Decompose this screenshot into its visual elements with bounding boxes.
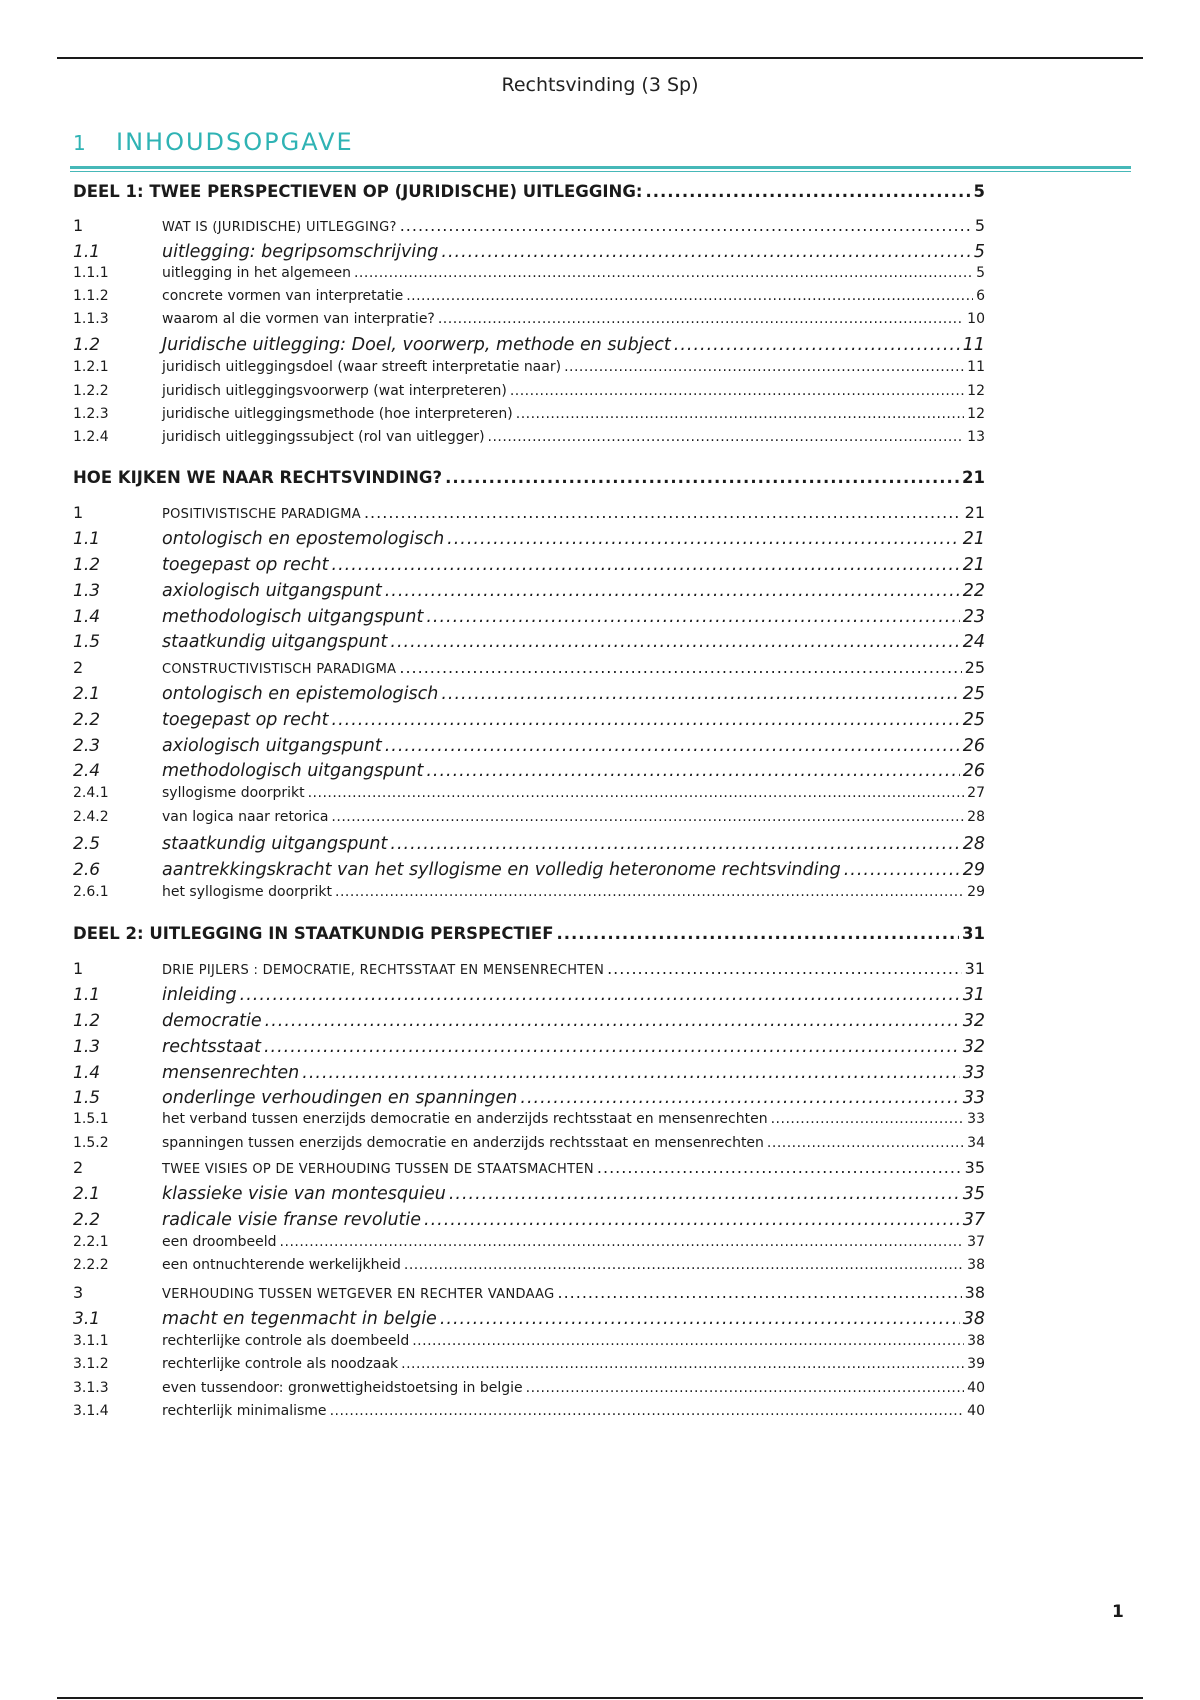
toc-entry-title: inleiding: [162, 985, 237, 1005]
toc-entry-number: 2.3: [73, 736, 101, 756]
toc-entry-number: 1.3: [73, 1037, 101, 1057]
toc-entry[interactable]: [73, 1111, 985, 1127]
toc-entry[interactable]: [73, 710, 985, 730]
toc-entry-title: concrete vormen van interpretatie: [162, 288, 404, 304]
toc-entry-title: waarom al die vormen van interpratie?: [162, 311, 435, 327]
toc-entry-number: 2.2: [73, 1210, 101, 1230]
toc-entry[interactable]: [73, 383, 985, 399]
toc-entry-title: syllogisme doorprikt: [162, 785, 305, 801]
toc-leader-dots: [607, 959, 962, 978]
toc-entry-title: rechterlijk minimalisme: [162, 1403, 327, 1419]
toc-entry-page: 28: [962, 834, 985, 854]
toc-entry[interactable]: [73, 1356, 985, 1372]
toc-leader-dots: [280, 1234, 965, 1250]
toc-entry[interactable]: [73, 216, 985, 235]
toc-leader-dots: [438, 311, 964, 327]
toc-entry-title: radicale visie franse revolutie: [162, 1210, 422, 1230]
toc-leader-dots: [767, 1135, 964, 1151]
toc-entry-number: 2: [73, 658, 84, 677]
toc-entry-number: 1.1: [73, 985, 101, 1005]
toc-leader-dots: [385, 581, 960, 601]
toc-entry-title: onderlinge verhoudingen en spanningen: [162, 1088, 518, 1108]
toc-entry[interactable]: [73, 429, 985, 445]
toc-entry-number: 3.1.3: [73, 1380, 109, 1396]
toc-leader-dots: [390, 834, 959, 854]
toc-entry-page: 5: [976, 265, 985, 281]
toc-entry-page: 32: [962, 1011, 985, 1031]
toc-entry-title: rechterlijke controle als noodzaak: [162, 1356, 399, 1372]
toc-entry[interactable]: [73, 1380, 985, 1396]
toc-entry-title: methodologisch uitgangspunt: [162, 761, 424, 781]
toc-entry-number: 2.1: [73, 1184, 101, 1204]
toc-entry-title: juridisch uitleggingsdoel (waar streeft interpretatie naar): [162, 359, 562, 375]
running-header: Rechtsvinding (3 Sp): [501, 74, 699, 96]
toc-entry-title: DEEL 1: TWEE PERSPECTIEVEN OP (JURIDISCHE) UITLEGGING:: [73, 182, 643, 201]
page-number: 1: [1112, 1602, 1124, 1622]
toc-heading-number: 1: [73, 131, 86, 155]
toc-leader-dots: [330, 1403, 965, 1419]
toc-entry-title: het syllogisme doorprikt: [162, 884, 333, 900]
toc-entry[interactable]: [73, 761, 985, 781]
toc-entry-title: uitlegging in het algemeen: [162, 265, 351, 281]
toc-entry[interactable]: [73, 924, 985, 943]
toc-entry-number: 3.1.2: [73, 1356, 109, 1372]
toc-entry-number: 2.2.2: [73, 1257, 109, 1273]
toc-leader-dots: [488, 429, 965, 445]
toc-entry-page: 25: [962, 684, 985, 704]
toc-leader-dots: [844, 860, 960, 880]
toc-entry-page: 11: [962, 335, 985, 355]
toc-leader-dots: [401, 1356, 964, 1372]
toc-entry-number: 1.1.3: [73, 311, 109, 327]
toc-leader-dots: [449, 1184, 960, 1204]
toc-entry[interactable]: [73, 1234, 985, 1250]
toc-heading-text: INHOUDSOPGAVE: [116, 128, 354, 156]
toc-leader-dots: [399, 658, 961, 677]
toc-entry-title: ontologisch en epostemologisch: [162, 529, 445, 549]
toc-entry-number: 2.6: [73, 860, 101, 880]
toc-entry-page: 31: [962, 985, 985, 1005]
toc-entry[interactable]: [73, 785, 985, 801]
toc-leader-dots: [556, 924, 959, 943]
toc-entry[interactable]: [73, 555, 985, 575]
toc-entry-number: 2.2: [73, 710, 101, 730]
toc-entry-number: 1.5: [73, 1088, 101, 1108]
toc-entry-number: 1.1: [73, 242, 101, 262]
toc-entry-page: 38: [962, 1309, 985, 1329]
toc-entry-title: CONSTRUCTIVISTISCH PARADIGMA: [162, 662, 397, 677]
toc-entry[interactable]: [73, 607, 985, 627]
toc-entry-number: 2.4.2: [73, 809, 109, 825]
toc-entry[interactable]: [73, 1135, 985, 1151]
toc-entry-number: 1.5: [73, 632, 101, 652]
toc-entry-title: HOE KIJKEN WE NAAR RECHTSVINDING?: [73, 468, 443, 487]
toc-entry-number: 2.6.1: [73, 884, 109, 900]
toc-leader-dots: [445, 468, 959, 487]
toc-entry[interactable]: [73, 1309, 985, 1329]
toc-entry[interactable]: [73, 265, 985, 281]
toc-entry-number: 1.4: [73, 607, 101, 627]
toc-entry-page: 33: [967, 1111, 985, 1127]
toc-entry[interactable]: [73, 834, 985, 854]
toc-leader-dots: [426, 761, 959, 781]
toc-entry-title: DRIE PIJLERS : DEMOCRATIE, RECHTSSTAAT EN MENSENRECHTEN: [162, 963, 605, 978]
toc-entry-page: 27: [967, 785, 985, 801]
toc-entry-number: 1.2.4: [73, 429, 109, 445]
toc-entry-number: 1.2.2: [73, 383, 109, 399]
toc-entry-page: 37: [967, 1234, 985, 1250]
toc-leader-dots: [335, 884, 964, 900]
toc-leader-dots: [674, 335, 960, 355]
toc-entry-number: 1.2: [73, 555, 101, 575]
toc-entry-title: axiologisch uitgangspunt: [162, 736, 382, 756]
toc-entry-title: juridische uitleggingsmethode (hoe interpreteren): [162, 406, 513, 422]
toc-entry[interactable]: [73, 242, 985, 262]
toc-entry-title: ontologisch en epistemologisch: [162, 684, 439, 704]
toc-leader-dots: [331, 809, 964, 825]
toc-entry-number: 1: [73, 959, 84, 978]
toc-entry-page: 33: [962, 1088, 985, 1108]
toc-entry-title: axiologisch uitgangspunt: [162, 581, 382, 601]
toc-leader-dots: [597, 1158, 962, 1177]
toc-entry[interactable]: [73, 1210, 985, 1230]
toc-entry-title: toegepast op recht: [162, 710, 329, 730]
toc-entry-title: VERHOUDING TUSSEN WETGEVER EN RECHTER VANDAAG: [162, 1287, 555, 1302]
toc-entry[interactable]: [73, 503, 985, 522]
toc-entry-title: uitlegging: begripsomschrijving: [162, 242, 439, 262]
toc-entry[interactable]: [73, 860, 985, 880]
toc-entry-page: 11: [967, 359, 985, 375]
toc-entry-number: 3.1.4: [73, 1403, 109, 1419]
toc-leader-dots: [526, 1380, 965, 1396]
toc-entry-number: 1.5.1: [73, 1111, 109, 1127]
toc-entry-number: 1.2.1: [73, 359, 109, 375]
toc-entry-page: 5: [974, 216, 985, 235]
toc-entry-title: rechterlijke controle als doembeeld: [162, 1333, 410, 1349]
toc-entry[interactable]: [73, 1283, 985, 1302]
toc-entry-title: staatkundig uitgangspunt: [162, 834, 388, 854]
toc-entry-number: 1.2: [73, 1011, 101, 1031]
toc-entry-title: juridisch uitleggingsvoorwerp (wat interpreteren): [162, 383, 507, 399]
toc-entry-title: even tussendoor: gronwettigheidstoetsing in belgie: [162, 1380, 523, 1396]
toc-entry[interactable]: [73, 1158, 985, 1177]
toc-leader-dots: [400, 216, 972, 235]
toc-leader-dots: [404, 1257, 964, 1273]
toc-leader-dots: [771, 1111, 965, 1127]
toc-entry[interactable]: [73, 658, 985, 677]
toc-entry-title: methodologisch uitgangspunt: [162, 607, 424, 627]
toc-entry-page: 23: [962, 607, 985, 627]
toc-entry[interactable]: [73, 1333, 985, 1349]
toc-entry-number: 1.2: [73, 335, 101, 355]
toc-entry-page: 5: [973, 182, 985, 201]
toc-entry-page: 38: [967, 1333, 985, 1349]
toc-leader-dots: [412, 1333, 964, 1349]
toc-entry-page: 38: [964, 1283, 985, 1302]
toc-entry[interactable]: [73, 959, 985, 978]
toc-leader-dots: [406, 288, 973, 304]
toc-entry-number: 3.1.1: [73, 1333, 109, 1349]
toc-entry-number: 1: [73, 216, 84, 235]
toc-entry[interactable]: [73, 529, 985, 549]
toc-entry[interactable]: [73, 809, 985, 825]
toc-entry-page: 38: [967, 1257, 985, 1273]
toc-entry[interactable]: [73, 1184, 985, 1204]
toc-entry-number: 2: [73, 1158, 84, 1177]
toc-leader-dots: [441, 242, 970, 262]
toc-leader-dots: [510, 383, 964, 399]
toc-entry-title: macht en tegenmacht in belgie: [162, 1309, 437, 1329]
toc-entry-title: het verband tussen enerzijds democratie en anderzijds rechtsstaat en mensenrechten: [162, 1111, 768, 1127]
toc-entry-page: 6: [976, 288, 985, 304]
toc-leader-dots: [264, 1037, 960, 1057]
toc-leader-dots: [426, 607, 959, 627]
toc-entry-page: 40: [967, 1380, 985, 1396]
toc-entry[interactable]: [73, 985, 985, 1005]
toc-entry-page: 26: [962, 736, 985, 756]
toc-entry-page: 12: [967, 406, 985, 422]
toc-entry-page: 31: [962, 924, 985, 943]
toc-leader-dots: [308, 785, 965, 801]
toc-leader-dots: [520, 1088, 959, 1108]
toc-entry-page: 28: [967, 809, 985, 825]
toc-entry-number: 1.1: [73, 529, 101, 549]
toc-entry-page: 21: [962, 468, 985, 487]
toc-entry[interactable]: [73, 1403, 985, 1419]
toc-entry-page: 10: [967, 311, 985, 327]
toc-entry-title: van logica naar retorica: [162, 809, 329, 825]
toc-leader-dots: [265, 1011, 960, 1031]
toc-entry-title: toegepast op recht: [162, 555, 329, 575]
toc-entry-page: 22: [962, 581, 985, 601]
toc-entry[interactable]: [73, 884, 985, 900]
toc-leader-dots: [390, 632, 959, 652]
toc-entry-page: 24: [962, 632, 985, 652]
toc-leader-dots: [557, 1283, 961, 1302]
toc-leader-dots: [645, 182, 970, 201]
toc-entry-number: 2.2.1: [73, 1234, 109, 1250]
toc-entry-page: 34: [967, 1135, 985, 1151]
toc-entry-title: staatkundig uitgangspunt: [162, 632, 388, 652]
toc-entry-page: 21: [964, 503, 985, 522]
toc-entry-number: 3.1: [73, 1309, 101, 1329]
toc-entry[interactable]: [73, 406, 985, 422]
toc-entry[interactable]: [73, 1011, 985, 1031]
toc-entry-title: mensenrechten: [162, 1063, 300, 1083]
toc-leader-dots: [332, 710, 960, 730]
toc-entry[interactable]: [73, 335, 985, 355]
toc-entry-number: 2.4.1: [73, 785, 109, 801]
toc-entry-title: democratie: [162, 1011, 262, 1031]
toc-entry[interactable]: [73, 581, 985, 601]
toc-entry-title: rechtsstaat: [162, 1037, 261, 1057]
toc-entry-number: 3: [73, 1283, 84, 1302]
toc-entry[interactable]: [73, 684, 985, 704]
toc-leader-dots: [516, 406, 964, 422]
toc-entry-number: 1: [73, 503, 84, 522]
toc-entry-page: 40: [967, 1403, 985, 1419]
toc-entry[interactable]: [73, 182, 985, 201]
toc-entry-page: 32: [962, 1037, 985, 1057]
toc-entry-title: Juridische uitlegging: Doel, voorwerp, methode en subject: [162, 335, 671, 355]
toc-leader-dots: [424, 1210, 960, 1230]
toc-entry-title: spanningen tussen enerzijds democratie en anderzijds rechtsstaat en mensenrechten: [162, 1135, 764, 1151]
toc-entry[interactable]: [73, 1037, 985, 1057]
toc-entry-number: 1.5.2: [73, 1135, 109, 1151]
toc-leader-dots: [441, 684, 959, 704]
toc-entry-page: 13: [967, 429, 985, 445]
toc-entry-number: 2.4: [73, 761, 101, 781]
toc-entry-page: 35: [962, 1184, 985, 1204]
toc-entry-number: 2.1: [73, 684, 101, 704]
toc-entry-number: 1.4: [73, 1063, 101, 1083]
footer-rule: [57, 1697, 1143, 1699]
toc-entry-page: 29: [967, 884, 985, 900]
toc-entry-page: 31: [964, 959, 985, 978]
toc-leader-dots: [564, 359, 964, 375]
toc-leader-dots: [364, 503, 962, 522]
toc-entry-page: 25: [962, 710, 985, 730]
toc-entry-page: 26: [962, 761, 985, 781]
toc-leader-dots: [447, 529, 960, 549]
toc-entry-page: 37: [962, 1210, 985, 1230]
toc-entry-title: WAT IS (JURIDISCHE) UITLEGGING?: [162, 220, 397, 235]
toc-entry-number: 1.3: [73, 581, 101, 601]
toc-entry[interactable]: [73, 359, 985, 375]
toc-entry-title: een droombeeld: [162, 1234, 277, 1250]
toc-entry-number: 1.1.2: [73, 288, 109, 304]
toc-entry-page: 35: [964, 1158, 985, 1177]
toc-entry-title: DEEL 2: UITLEGGING IN STAATKUNDIG PERSPECTIEF: [73, 924, 554, 943]
toc-entry-page: 25: [964, 658, 985, 677]
toc-entry-number: 1.1.1: [73, 265, 109, 281]
toc-entry-title: een ontnuchterende werkelijkheid: [162, 1257, 401, 1273]
toc-entry-page: 21: [962, 555, 985, 575]
toc-entry-number: 2.5: [73, 834, 101, 854]
toc-entry[interactable]: [73, 468, 985, 487]
toc-leader-dots: [240, 985, 960, 1005]
toc-entry[interactable]: [73, 1257, 985, 1273]
toc-entry-page: 33: [962, 1063, 985, 1083]
toc-entry-title: juridisch uitleggingssubject (rol van uitlegger): [162, 429, 485, 445]
toc-leader-dots: [440, 1309, 960, 1329]
toc-entry-title: TWEE VISIES OP DE VERHOUDING TUSSEN DE STAATSMACHTEN: [162, 1162, 594, 1177]
toc-leader-dots: [332, 555, 960, 575]
toc-entry[interactable]: [73, 736, 985, 756]
toc-entry[interactable]: [73, 1063, 985, 1083]
toc-entry-title: klassieke visie van montesquieu: [162, 1184, 446, 1204]
toc-entry[interactable]: [73, 632, 985, 652]
toc-entry-page: 39: [967, 1356, 985, 1372]
toc-leader-dots: [354, 265, 973, 281]
toc-entry[interactable]: [73, 311, 985, 327]
toc-entry[interactable]: [73, 1088, 985, 1108]
toc-entry-number: 1.2.3: [73, 406, 109, 422]
toc-entry[interactable]: [73, 288, 985, 304]
toc-entry-page: 12: [967, 383, 985, 399]
toc-entry-page: 29: [962, 860, 985, 880]
toc-entry-page: 21: [962, 529, 985, 549]
toc-entry-title: POSITIVISTISCHE PARADIGMA: [162, 507, 361, 522]
toc-entry-title: aantrekkingskracht van het syllogisme en volledig heteronome rechtsvinding: [162, 860, 841, 880]
toc-leader-dots: [385, 736, 960, 756]
toc-leader-dots: [302, 1063, 959, 1083]
toc-entry-page: 5: [973, 242, 985, 262]
